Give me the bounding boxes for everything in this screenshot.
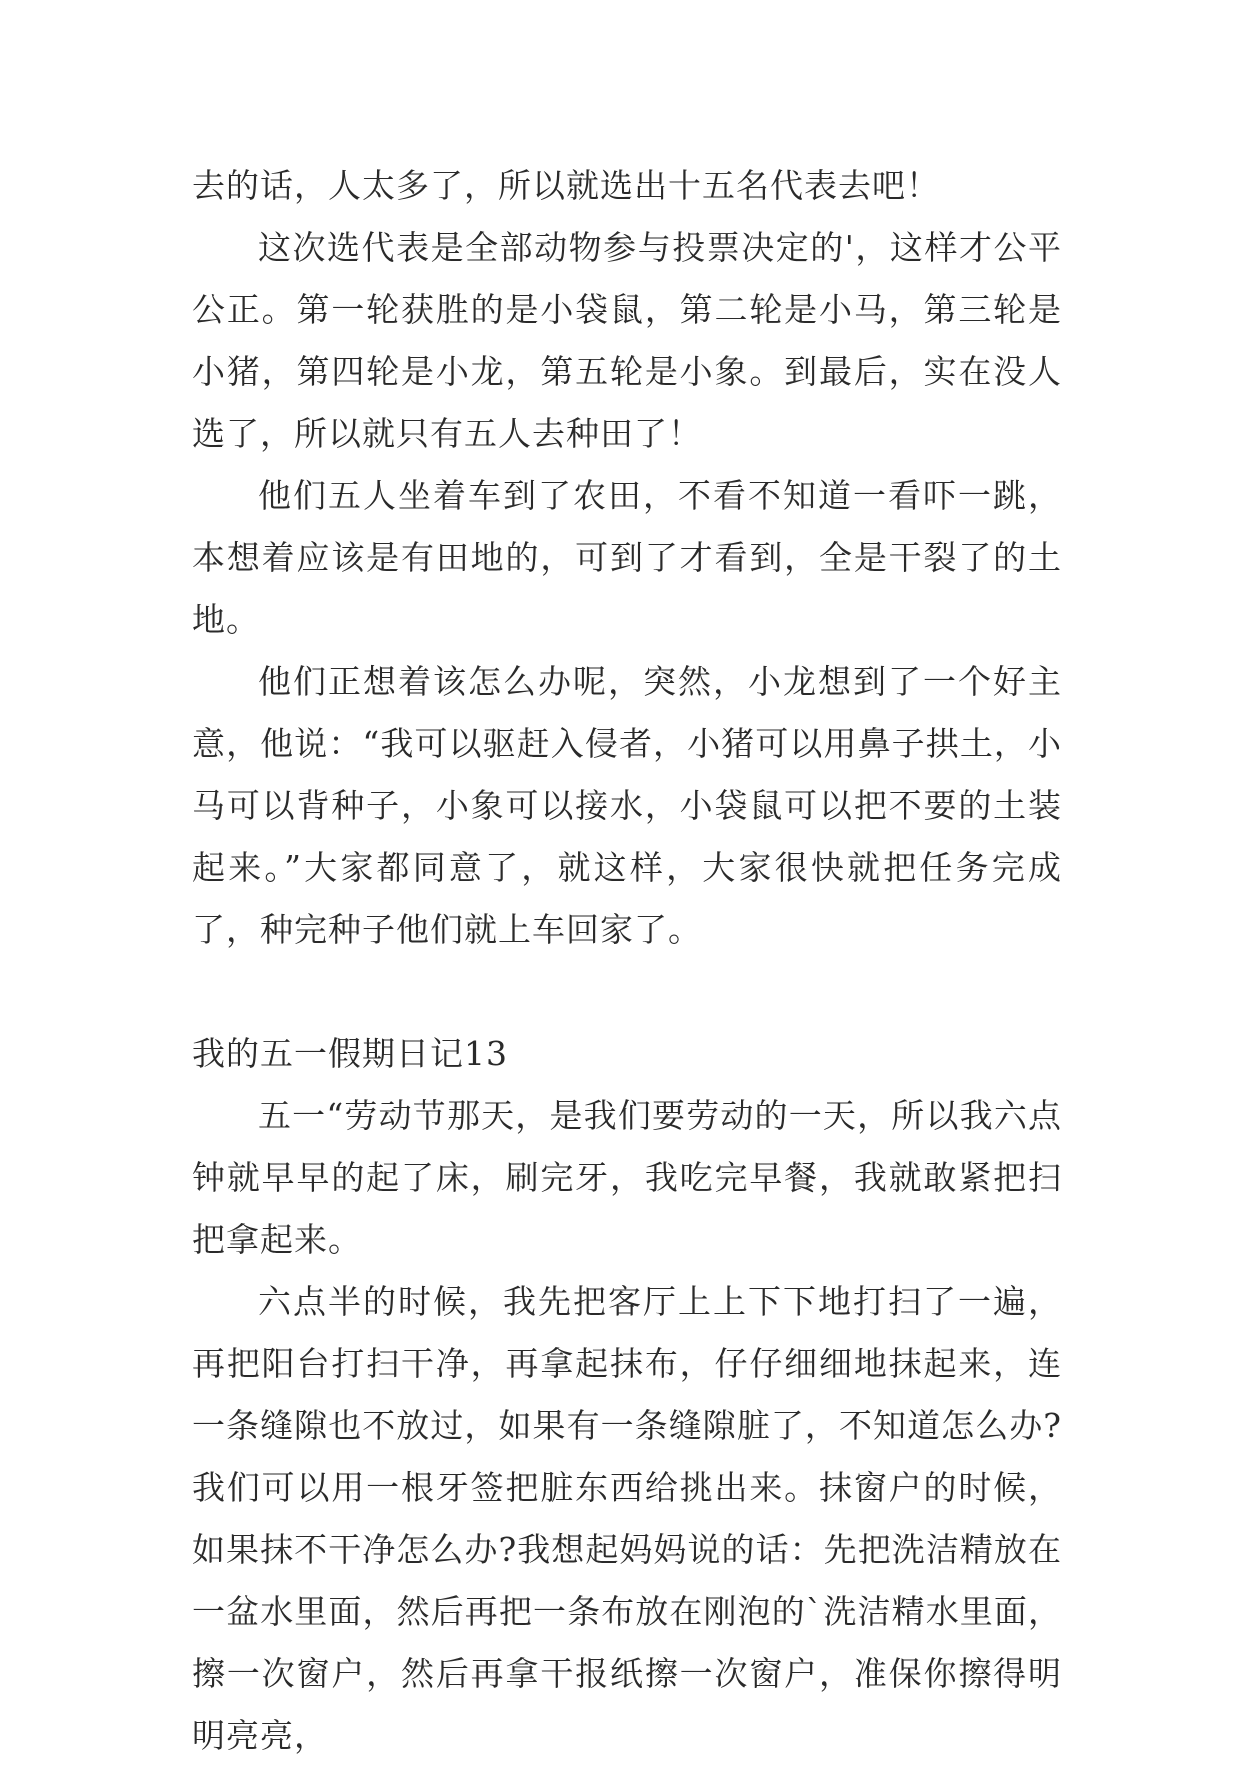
paragraph: 五一“劳动节那天，是我们要劳动的一天，所以我六点钟就早早的起了床，刷完牙，我吃完早餐，我就敢紧把扫把拿起来。 (192, 1096, 1062, 1259)
paragraph-continuation: 去的话，人太多了，所以就选出十五名代表去吧！ (192, 166, 940, 205)
document-body (192, 155, 1062, 1767)
section-title: 我的五一假期日记13 (192, 1034, 508, 1073)
paragraph: 六点半的时候，我先把客厅上上下下地打扫了一遍，再把阳台打扫干净，再拿起抹布，仔仔细细地抹起来，连一条缝隙也不放过，如果有一条缝隙脏了，不知道怎么办?我们可以用一根牙签把脏东西给挑出来。抹窗户的时候，如果抹不干净怎么办?我想起妈妈说的话：先把洗洁精放在一盆水里面，然后再把一条布放在刚泡的`洗洁精水里面，擦一次窗户，然后再拿干报纸擦一次窗户，准保你擦得明明亮亮， (192, 1282, 1062, 1755)
paragraph: 他们五人坐着车到了农田，不看不知道一看吓一跳，本想着应该是有田地的，可到了才看到，全是干裂了的土地。 (192, 476, 1062, 639)
paragraph: 他们正想着该怎么办呢，突然，小龙想到了一个好主意，他说：“我可以驱赶入侵者，小猪可以用鼻子拱土，小马可以背种子，小象可以接水，小袋鼠可以把不要的土装起来。”大家都同意了，就这样，大家很快就把任务完成了，种完种子他们就上车回家了。 (192, 662, 1062, 949)
section-spacer (192, 961, 1062, 1023)
paragraph: 这次选代表是全部动物参与投票决定的'，这样才公平公正。第一轮获胜的是小袋鼠，第二轮是小马，第三轮是小猪，第四轮是小龙，第五轮是小象。到最后，实在没人选了，所以就只有五人去种田了！ (192, 228, 1062, 453)
